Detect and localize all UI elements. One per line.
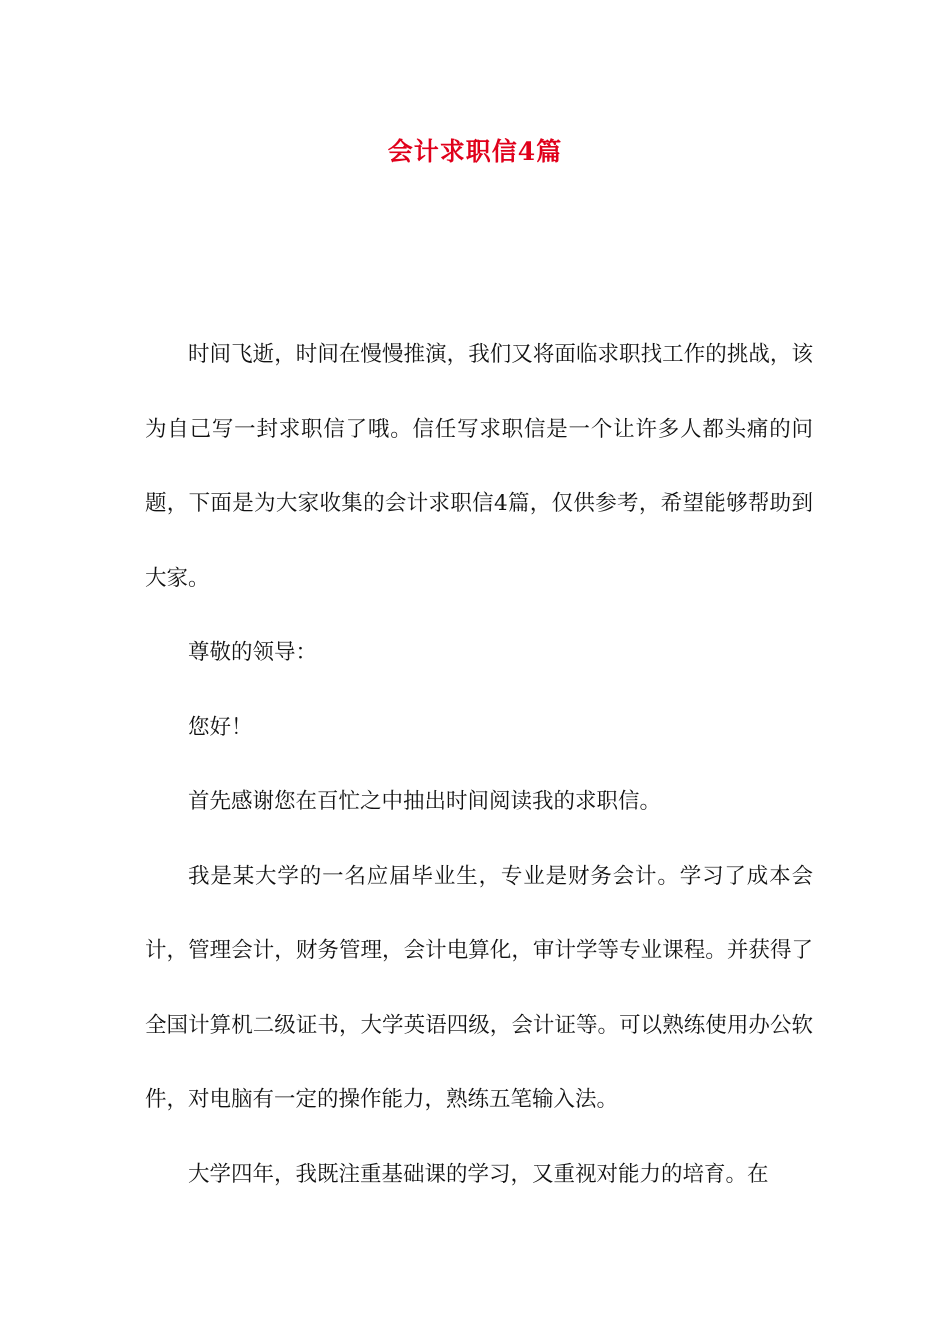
salutation: 尊敬的领导：: [188, 640, 318, 665]
background-paragraph: 我是某大学的一名应届毕业生，专业是财务会计。学习了成本会计，管理会计，财务管理，会计电算化，审计学等专业课程。并获得了全国计算机二级证书，大学英语四级，会计证等。可以熟练使用办公软件，对电脑有一定的操作能力，熟练五笔输入法。: [145, 863, 813, 1112]
university-paragraph: 大学四年，我既注重基础课的学习，又重视对能力的培育。在: [188, 1161, 769, 1187]
intro-paragraph: 时间飞逝，时间在慢慢推演，我们又将面临求职找工作的挑战，该为自己写一封求职信了哦。信任写求职信是一个让许多人都头痛的问题，下面是为大家收集的会计求职信4篇，仅供参考，希望能够帮助到大家。: [145, 342, 813, 591]
document-body: [145, 318, 813, 1212]
greeting: 您好！: [188, 714, 253, 740]
thanks-paragraph: 首先感谢您在百忙之中抽出时间阅读我的求职信。: [188, 789, 662, 814]
document-title: 会计求职信4篇: [387, 137, 563, 166]
